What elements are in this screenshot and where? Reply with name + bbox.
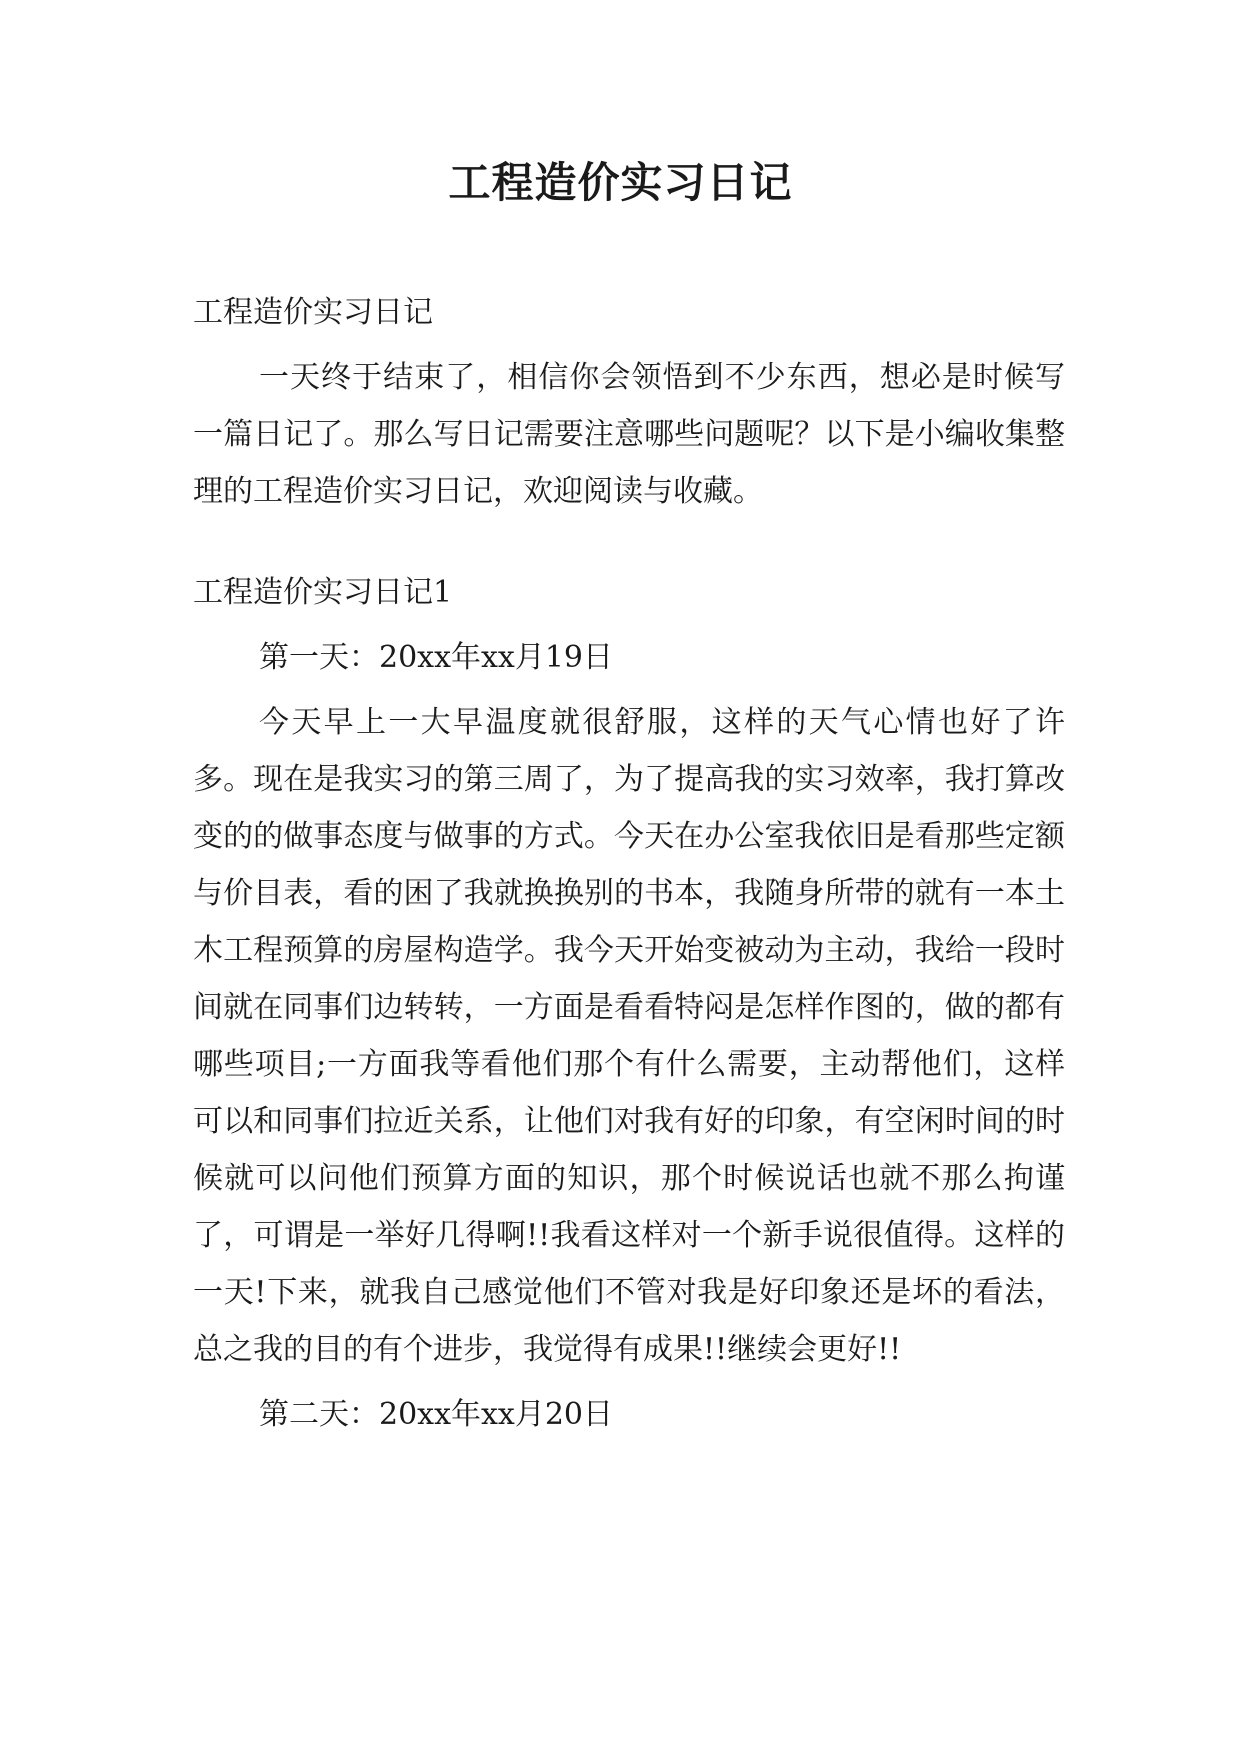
document-body [193,284,1065,1443]
intro-paragraph: 一天终于结束了，相信你会领悟到不少东西，想必是时候写一篇日记了。那么写日记需要注意哪些问题呢？以下是小编收集整理的工程造价实习日记，欢迎阅读与收藏。 [193,360,1065,509]
day1-heading: 第一天：20xx年xx月19日 [259,640,614,675]
day1-paragraph: 今天早上一大早温度就很舒服，这样的天气心情也好了许多。现在是我实习的第三周了，为了提高我的实习效率，我打算改变的的做事态度与做事的方式。今天在办公室我依旧是看那些定额与价目表，看的困了我就换换别的书本，我随身所带的就有一本土木工程预算的房屋构造学。我今天开始变被动为主动，我给一段时间就在同事们边转转，一方面是看看特闷是怎样作图的，做的都有哪些项目;一方面我等看他们那个有什么需要，主动帮他们，这样可以和同事们拉近关系，让他们对我有好的印象，有空闲时间的时候就可以问他们预算方面的知识，那个时候说话也就不那么拘谨了，可谓是一举好几得啊!!我看这样对一个新手说很值得。这样的一天!下来，就我自己感觉他们不管对我是好印象还是坏的看法，总之我的目的有个进步，我觉得有成果!!继续会更好!! [193,705,1065,1367]
subtitle-line: 工程造价实习日记 [193,295,433,330]
section-heading: 工程造价实习日记1 [193,575,453,610]
document-title: 工程造价实习日记 [448,158,793,207]
day2-heading: 第二天：20xx年xx月20日 [259,1397,614,1432]
